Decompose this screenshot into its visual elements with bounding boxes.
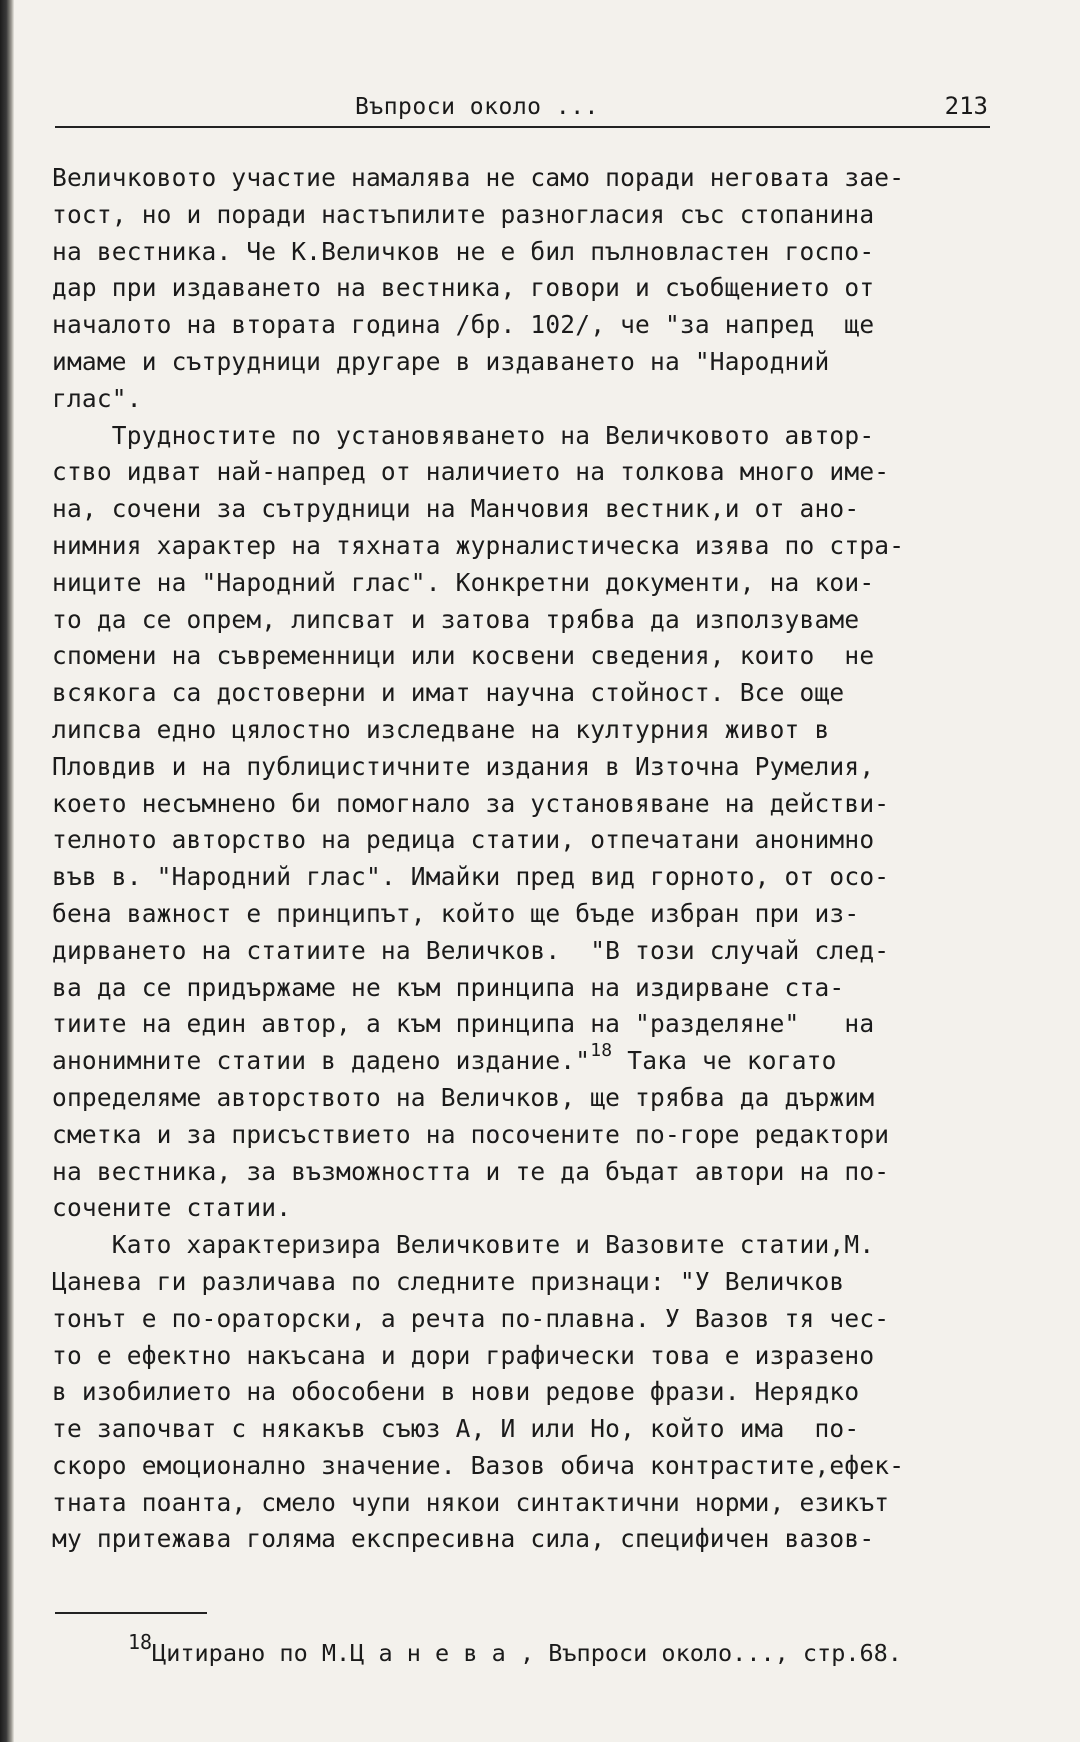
text-line: скоро емоционално значение. Вазов обича контрастите,ефек- bbox=[52, 1450, 905, 1480]
text-segment: Така че когато bbox=[612, 1046, 837, 1076]
text-line: на вестника. Че К.Величков не е бил пълновластен госпо- bbox=[52, 236, 875, 266]
page-number: 213 bbox=[944, 92, 988, 120]
text-line: тост, но и поради настъпилите разногласия със стопанина bbox=[52, 199, 875, 229]
text-line: глас". bbox=[52, 383, 142, 413]
text-line: то да се опрем, липсват и затова трябва да използуваме bbox=[52, 604, 860, 634]
text-line: нимния характер на тяхната журналистическа изява по стра- bbox=[52, 530, 905, 560]
footnote-number: 18 bbox=[128, 1630, 153, 1654]
footnote-divider bbox=[55, 1612, 207, 1614]
text-line: тната поанта, смело чупи някои синтактични норми, езикът bbox=[52, 1487, 890, 1517]
text-line: то е ефектно накъсана и дори графически това е изразено bbox=[52, 1340, 875, 1370]
text-line: му притежава голяма експресивна сила, специфичен вазов- bbox=[52, 1524, 875, 1554]
text-segment: анонимните статии в дадено издание." bbox=[52, 1046, 591, 1076]
text-line: Цанева ги различава по следните признаци: "У Величков bbox=[52, 1266, 845, 1296]
text-line: телното авторство на редица статии, отпечатани анонимно bbox=[52, 825, 875, 855]
text-line: тонът е по-ораторски, а речта по-плавна. У Вазов тя чес- bbox=[52, 1303, 890, 1333]
text-line: те започват с някакъв съюз А, И или Но, който има по- bbox=[52, 1414, 860, 1444]
text-line: дирването на статиите на Величков. "В този случай след- bbox=[52, 935, 890, 965]
text-line: Величковото участие намалява не само поради неговата зае- bbox=[52, 163, 905, 192]
text-line: Трудностите по установяването на Величковото автор- bbox=[52, 420, 875, 450]
footnote bbox=[128, 1630, 902, 1671]
text-line: липсва едно цялостно изследване на културния живот в bbox=[52, 714, 830, 744]
text-line: бена важност е принципът, който ще бъде избран при из- bbox=[52, 898, 860, 928]
text-line: всякога са достоверни и имат научна стойност. Все още bbox=[52, 678, 845, 708]
text-line: сметка и за присъствието на посочените по-горе редактори bbox=[52, 1119, 890, 1149]
text-line: ва да се придържаме не към принципа на издирване ста- bbox=[52, 972, 845, 1002]
header-title: Въпроси около ... bbox=[355, 94, 599, 120]
book-spine-edge bbox=[0, 0, 14, 1742]
text-line: на, сочени за сътрудници на Манчовия вестник,и от ано- bbox=[52, 494, 860, 524]
text-line-with-footnote-ref bbox=[52, 1040, 1002, 1080]
text-line: Като характеризира Величковите и Вазовите статии,М. bbox=[52, 1230, 875, 1260]
text-line: тиите на един автор, а към принципа на "разделяне" на bbox=[52, 1009, 875, 1039]
text-line: във в. "Народний глас". Имайки пред вид горното, от осо- bbox=[52, 862, 890, 892]
text-line: дар при издаването на вестника, говори и съобщението от bbox=[52, 273, 875, 303]
text-line: имаме и сътрудници другаре в издаването на "Народний bbox=[52, 346, 830, 376]
text-line: сочените статии. bbox=[52, 1193, 292, 1223]
footnote-reference[interactable]: 18 bbox=[590, 1040, 613, 1062]
text-line: Пловдив и на публицистичните издания в Източна Румелия, bbox=[52, 751, 875, 781]
footnote-text: Цитирано по М.Ц а н е в а , Въпроси около..., стр.68. bbox=[152, 1639, 902, 1667]
text-line: определяме авторството на Величков, ще трябва да държим bbox=[52, 1082, 875, 1112]
text-line: в изобилието на обособени в нови редове фрази. Нерядко bbox=[52, 1377, 860, 1407]
text-line: ниците на "Народний глас". Конкретни документи, на кои- bbox=[52, 567, 875, 597]
text-line: началото на втората година /бр. 102/, че "за напред ще bbox=[52, 310, 875, 340]
body-text bbox=[52, 160, 1002, 1558]
text-line: на вестника, за възможността и те да бъдат автори на по- bbox=[52, 1156, 890, 1186]
text-line: спомени на съвременници или косвени сведения, които не bbox=[52, 641, 875, 671]
text-line: ство идват най-напред от наличието на толкова много име- bbox=[52, 457, 890, 487]
running-header bbox=[55, 92, 990, 128]
text-line: което несъмнено би помогнало за установяване на действи- bbox=[52, 788, 890, 818]
